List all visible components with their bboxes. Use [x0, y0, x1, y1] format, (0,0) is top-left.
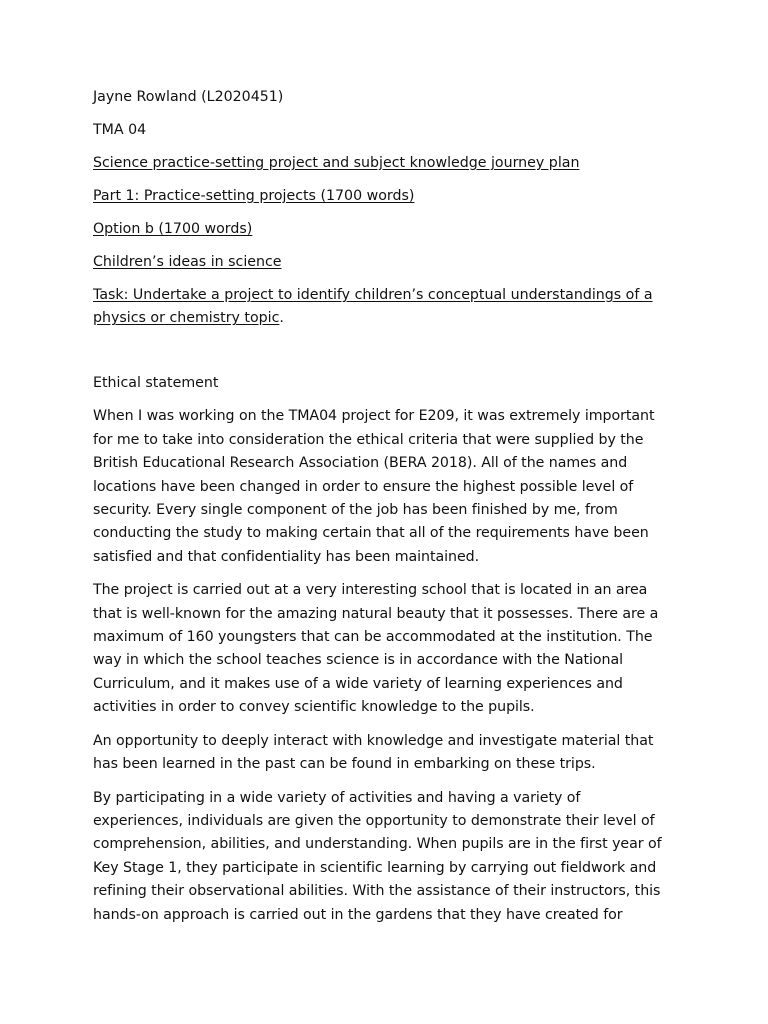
task-text: Task: Undertake a project to identify children’s conceptual understandings of a physics or chemistry topic — [93, 287, 653, 327]
section-heading: Ethical statement — [93, 375, 219, 392]
document-title: Science practice-setting project and subject knowledge journey plan — [93, 155, 580, 171]
task-period: . — [279, 310, 284, 327]
option-heading: Option b (1700 words) — [93, 221, 253, 237]
task-statement — [93, 284, 673, 331]
paragraph: By participating in a wide variety of activities and having a variety of experiences, individuals are given the opportunity to demonstrate their level of comprehension, abilities, and understanding. When pupils are in the first year of Key Stage 1, they participate in scientific learning by carrying out fieldwork and refining their observational abilities. With the assistance of their instructors, this hands-on approach is carried out in the gardens that they have created for — [93, 789, 662, 923]
topic-heading: Children’s ideas in science — [93, 254, 282, 270]
section-spacer — [93, 340, 673, 372]
part-heading: Part 1: Practice-setting projects (1700 words) — [93, 188, 415, 204]
assignment-line: TMA 04 — [93, 122, 147, 138]
paragraph: When I was working on the TMA04 project for E209, it was extremely important for me to take into consideration the ethical criteria that were supplied by the British Educational Research Association (BERA 2018). All of the names and locations have been changed in order to ensure the highest possible level of security. Every single component of the job has been finished by me, from conducting the study to making certain that all of the requirements have been satisfied and that confidentiality has been maintained. — [93, 408, 655, 565]
paragraph: An opportunity to deeply interact with knowledge and investigate material that has been learned in the past can be found in embarking on these trips. — [93, 732, 654, 773]
document-page — [93, 86, 673, 937]
author-line: Jayne Rowland (L2020451) — [93, 89, 284, 105]
paragraph: The project is carried out at a very interesting school that is located in an area that is well-known for the amazing natural beauty that it possesses. There are a maximum of 160 youngsters that can be accommodated at the institution. The way in which the school teaches science is in accordance with the National Curriculum, and it makes use of a wide variety of learning experiences and activities in order to convey scientific knowledge to the pupils. — [93, 582, 659, 716]
